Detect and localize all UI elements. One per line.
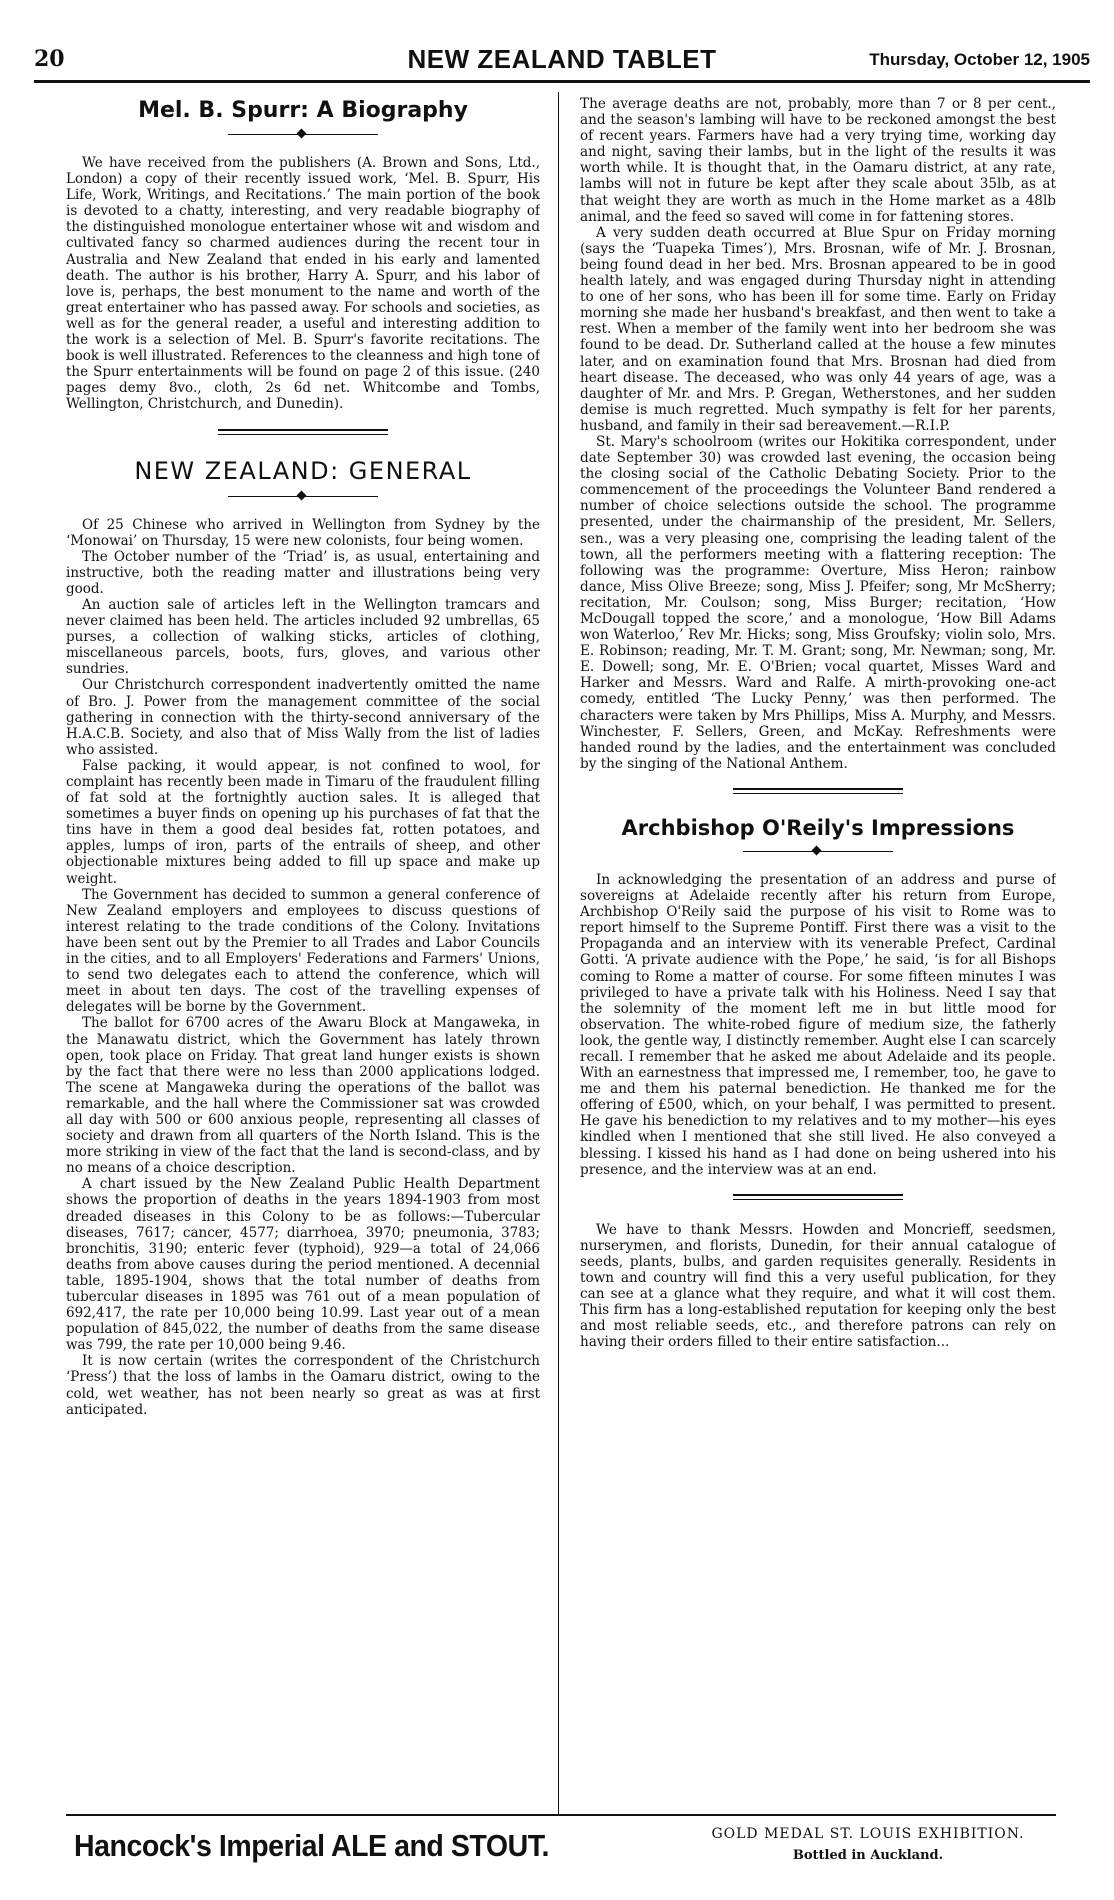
ad-headline: Hancock's Imperial ALE and STOUT.	[74, 1828, 550, 1863]
article-title-spurr: Mel. B. Spurr: A Biography	[138, 98, 468, 123]
ornament-divider	[228, 129, 378, 141]
publication-title: NEW ZEALAND TABLET	[407, 44, 717, 74]
article-body-spurr	[66, 155, 540, 413]
page-number: 20	[34, 46, 65, 72]
article-title-archbishop: Archbishop O'Reily's Impressions	[621, 815, 1015, 840]
paragraph: A very sudden death occurred at Blue Spur on Friday morning (says the ‘Tuapeka Times’), Mrs. Brosnan, wife of Mr. J. Brosnan, being found dead in her bed. Mrs. Brosnan appeared to be in good health lately, and was engaged during Thursday night in attending to one of her sons, who has been ill for some time. Early on Friday morning she made her husband's breakfast, and then went to take a rest. When a member of the family went into her bedroom she was found to be dead. Dr. Sutherland called at the house a few minutes later, and on examination found that Mrs. Brosnan had died from heart disease. The deceased, who was only 44 years of age, was a daughter of Mr. and Mrs. P. Gregan, Wetherstones, and her sudden demise is much regretted. Much sympathy is felt for her parents, husband, and family in their sad bereavement.—R.I.P.	[580, 224, 1056, 434]
double-rule-separator	[733, 1194, 903, 1200]
ornament-divider	[228, 491, 378, 503]
paragraph: False packing, it would appear, is not confined to wool, for complaint has recently been made in Timaru of the fraudulent filling of fat sold at the fortnightly auction sales. It is alleged that sometimes a buyer finds on opening up his purchases of fat that the tins have in them a good deal besides fat, rotten potatoes, and apples, lumps of iron, parts of the entrails of sheep, and other objectionable mixtures being added to fill up space and make up weight.	[66, 757, 540, 887]
paragraph: An auction sale of articles left in the Wellington tramcars and never claimed has been held. The articles included 92 umbrellas, 65 purses, a collection of walking sticks, articles of clothing, miscellaneous parcels, boots, furs, gloves, and various other sundries.	[66, 596, 540, 678]
paragraph: We have to thank Messrs. Howden and Moncrieff, seedsmen, nurserymen, and florists, Dunedin, for their annual catalogue of seeds, plants, bulbs, and garden requisites generally. Residents in town and country will find this a very useful publication, for they can see at a glance what they require, and what it will cost them. This firm has a long-established reputation for keeping only the best and most reliable seeds, etc., and therefore patrons can rely on having their orders filled to their entire satisfaction...	[580, 1221, 1056, 1351]
paragraph: The ballot for 6700 acres of the Awaru Block at Mangaweka, in the Manawatu district, which the Government has lately thrown open, took place on Friday. That great land hunger exists is shown by the fact that there were no less than 2000 applications lodged. The scene at Mangaweka during the operations of the ballot was remarkable, and the hall where the Commissioner sat was crowded all day with 500 or 600 anxious people, representing all classes of society and drawn from all quarters of the North Island. This is the more striking in view of the fact that the land is second-class, and by no means of a choice description.	[66, 1015, 540, 1177]
ornament-divider	[743, 846, 893, 858]
issue-date: Thursday, October 12, 1905	[869, 50, 1090, 69]
paragraph: St. Mary's schoolroom (writes our Hokitika correspondent, under date September 30) was crowded last evening, the occasion being the closing social of the Catholic Debating Society. Prior to the commencement of the proceedings the Volunteer Band rendered a number of choice selections outside the school. The programme presented, under the chairmanship of the president, Mr. Sellers, sen., was a very pleasing one, comprising the leading talent of the town, all the performers meeting with a flattering reception: The following was the programme: Overture, Miss Heron; rainbow dance, Miss Olive Breeze; song, Miss J. Pfeifer; song, Mr McSherry; recitation, Mr. Coulson; song, Miss Burger; recitation, ‘How McDougall topped the score,’ and a monologue, ‘How Bill Adams won Waterloo,’ Rev Mr. Hicks; song, Miss Groufsky; violin solo, Mrs. E. Robinson; reading, Mr. T. M. Grant; song, Mr. Newman; song, Mr. E. Dowell; song, Mr. E. O'Brien; vocal quartet, Misses Ward and Harker and Messrs. Ward and Ralfe. A mirth-provoking one-act comedy, entitled ‘The Lucky Penny,’ was then performed. The characters were taken by Mrs Phillips, Miss A. Murphy, and Messrs. Winchester, F. Sellers, Green, and McKay. Refreshments were handed round by the ladies, and the entertainment was concluded by the singing of the National Anthem.	[580, 433, 1056, 772]
double-rule-separator	[218, 429, 388, 435]
ad-subline-medal: GOLD MEDAL ST. LOUIS EXHIBITION.	[711, 1826, 1025, 1842]
article-body-nz-general	[66, 517, 540, 1418]
paragraph: The Government has decided to summon a general conference of New Zealand employers and employees to discuss questions of interest relating to the trade conditions of the Colony. Invitations have been sent out by the Premier to all Trades and Labor Councils in the cities, and to all Employers' Federations and Farmers' Unions, to send two delegates each to attend the conference, which will meet in about ten days. The cost of the travelling expenses of delegates will be borne by the Government.	[66, 886, 540, 1016]
article-body-archbishop	[580, 872, 1056, 1178]
continued-article-body	[580, 96, 1056, 772]
paragraph: It is now certain (writes the correspondent of the Christchurch ‘Press’) that the loss of lambs in the Oamaru district, owing to the cold, wet weather, has not been nearly so great as was at first anticipated.	[66, 1353, 540, 1418]
ad-subline-bottled: Bottled in Auckland.	[792, 1848, 944, 1863]
paragraph: In acknowledging the presentation of an address and purse of sovereigns at Adelaide recently after his return from Europe, Archbishop O'Reily said the purpose of his visit to Rome was to report himself to the Supreme Pontiff. First there was a visit to the Propaganda and an interview with its venerable Prefect, Cardinal Gotti. ‘A private audience with the Pope,’ he said, ‘is for all Bishops coming to Rome a matter of course. For some fifteen minutes I was privileged to have a private talk with his Holiness. Need I say that the solemnity of the moment left me in but little mood for observation. The white-robed figure of medium size, the fatherly look, the gentle way, I distinctly remember. Aught else I can scarcely recall. I remember that he asked me about Adelaide and its people. With an earnestness that impressed me, I remember, too, he gave to me and them his paternal benediction. He thanked me for the offering of £500, which, on your behalf, I was permitted to present. He gave his benediction to my relatives and to my mother—his eyes kindled when I mentioned that she still lived. He also conveyed a blessing. I kissed his hand as I had done on being ushered into his presence, and the interview was at an end.	[580, 871, 1056, 1178]
paragraph: Of 25 Chinese who arrived in Wellington from Sydney by the ‘Monowai’ on Thursday, 15 were new colonists, four being women.	[66, 516, 540, 549]
paragraph: A chart issued by the New Zealand Public Health Department shows the proportion of deaths in the years 1894-1903 from most dreaded diseases in this Colony to be as follows:—Tubercular diseases, 7617; cancer, 4577; diarrhoea, 3970; pneumonia, 3783; bronchitis, 3190; enteric fever (typhoid), 929—a total of 24,066 deaths from above causes during the period mentioned. A decennial table, 1895-1904, shows that the total number of deaths from tubercular diseases in 1895 was 761 out of a mean population of 692,417, the rate per 10,000 being 10.99. Last year out of a mean population of 845,022, the number of deaths from the same disease was 799, the rate per 10,000 being 9.46.	[66, 1176, 540, 1354]
footer-advertisement	[66, 1814, 1056, 1876]
left-column	[66, 96, 540, 1814]
paragraph: The average deaths are not, probably, more than 7 or 8 per cent., and the season's lambing will have to be reckoned amongst the best of recent years. Farmers have had a very trying time, working day and night, saving their lambs, but in the light of the results it was worth while. It is thought that, in the Oamaru district, at any rate, lambs will not in future be kept after they scale about 35lb, as at that weight they are worth as much in the Home market as a 48lb animal, and the feed so saved will come in for fattening stores.	[580, 96, 1056, 225]
double-rule-separator	[733, 788, 903, 794]
right-column	[580, 96, 1056, 1814]
article-title-nz-general: NEW ZEALAND: GENERAL	[134, 456, 472, 485]
column-rule	[558, 92, 559, 1814]
notice-body-seeds	[580, 1222, 1056, 1351]
page-header	[34, 44, 1090, 83]
paragraph: Our Christchurch correspondent inadvertently omitted the name of Bro. J. Power from the management committee of the social gathering in connection with the thirty-second anniversary of the H.A.C.B. Society, and also that of Miss Wally from the list of ladies who assisted.	[66, 677, 540, 758]
paragraph: We have received from the publishers (A. Brown and Sons, Ltd., London) a copy of their recently issued work, ‘Mel. B. Spurr, His Life, Work, Writings, and Recitations.’ The main portion of the book is devoted to a chatty, interesting, and very readable biography of the distinguished monologue entertainer whose wit and wisdom and cultivated fancy so charmed audiences during the recent tour in Australia and New Zealand that ended in his early and lamented death. The author is his brother, Harry A. Spurr, and his labor of love is, perhaps, the best monument to the name and worth of the great entertainer who has passed away. For schools and societies, as well as for the general reader, a useful and interesting addition to the work is a selection of Mel. B. Spurr's favorite recitations. The book is well illustrated. References to the cleanness and high tone of the Spurr entertainments will be found on page 2 of this issue. (240 pages demy 8vo., cloth, 2s 6d net. Whitcombe and Tombs, Wellington, Christchurch, and Dunedin).	[66, 155, 540, 413]
paragraph: The October number of the ‘Triad’ is, as usual, entertaining and instructive, both the reading matter and illustrations being very good.	[66, 548, 540, 597]
